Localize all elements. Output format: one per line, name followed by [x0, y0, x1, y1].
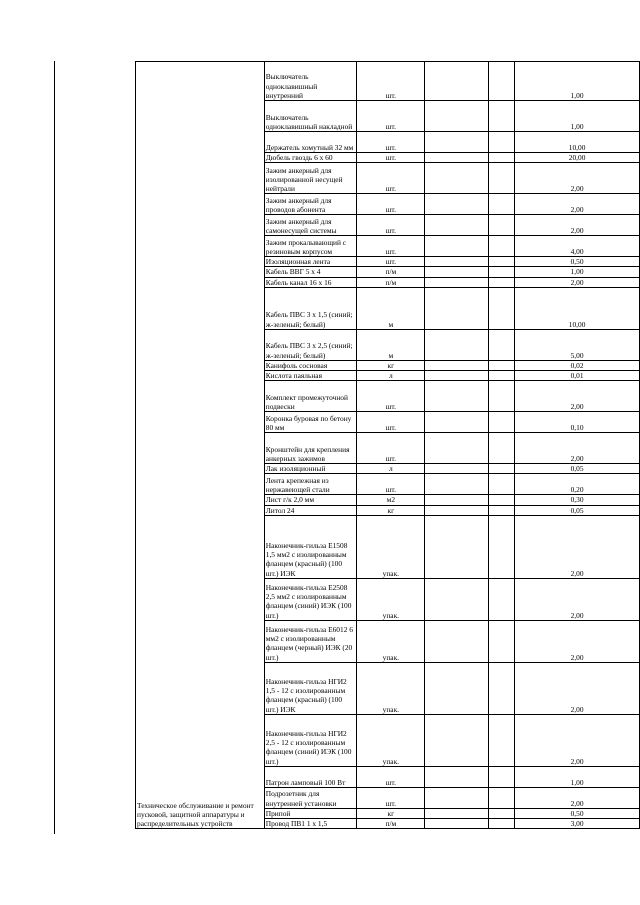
empty-cell [425, 215, 488, 236]
empty-cell [425, 819, 488, 829]
empty-cell [425, 132, 488, 153]
unit-cell: упак. [357, 714, 425, 766]
unit-cell: шт. [357, 215, 425, 236]
unit-cell: упак. [357, 578, 425, 620]
material-name: Кабель ПВС 3 х 1,5 (синий; ж-зеленый; белый) [264, 287, 357, 329]
empty-cell [425, 787, 488, 808]
empty-cell [488, 360, 515, 370]
material-name: Дюбель гвоздь 6 х 60 [264, 153, 357, 163]
empty-cell [488, 62, 515, 101]
material-name: Кабель канал 16 х 16 [264, 277, 357, 287]
materials-table [135, 61, 640, 829]
material-name: Коронка буровая по бетону 80 мм [264, 412, 357, 433]
empty-cell [488, 515, 515, 578]
unit-cell: шт. [357, 787, 425, 808]
unit-cell: упак. [357, 515, 425, 578]
unit-cell: м [357, 287, 425, 329]
empty-cell [488, 495, 515, 505]
empty-cell [425, 662, 488, 714]
material-name: Выключатель одноклавишный внутренний [264, 62, 357, 101]
empty-cell [425, 236, 488, 257]
empty-cell [425, 412, 488, 433]
empty-cell [488, 381, 515, 412]
unit-cell: п/м [357, 277, 425, 287]
empty-cell [488, 433, 515, 464]
material-name: Наконечник-гильза НГИ2 1,5 - 12 с изолированным фланцем (красный) (100 шт.) ИЭК [264, 662, 357, 714]
material-name: Держатель хомутный 32 мм [264, 132, 357, 153]
material-name: Изоляционная лента [264, 257, 357, 267]
empty-cell [488, 578, 515, 620]
empty-cell [425, 381, 488, 412]
unit-cell: упак. [357, 662, 425, 714]
empty-cell [425, 101, 488, 132]
material-name: Зажим анкерный для проводов абонента [264, 194, 357, 215]
empty-cell [425, 714, 488, 766]
material-name: Кабель ПВС 3 х 2,5 (синий; ж-зеленый; белый) [264, 329, 357, 360]
quantity-cell: 1,00 [515, 62, 640, 101]
material-name: Зажим анкерный для самонесущей системы [264, 215, 357, 236]
material-name: Выключатель одноклавишный накладной [264, 101, 357, 132]
quantity-cell: 1,00 [515, 101, 640, 132]
unit-cell: шт. [357, 412, 425, 433]
unit-cell: шт. [357, 163, 425, 194]
empty-cell [425, 267, 488, 277]
unit-cell: м [357, 329, 425, 360]
unit-cell: шт. [357, 101, 425, 132]
empty-cell [488, 132, 515, 153]
empty-cell [425, 464, 488, 474]
material-name: Лист г/к 2,0 мм [264, 495, 357, 505]
quantity-cell: 0,01 [515, 371, 640, 381]
unit-cell: л [357, 371, 425, 381]
quantity-cell: 0,02 [515, 360, 640, 370]
empty-cell [488, 101, 515, 132]
empty-cell [488, 505, 515, 515]
quantity-cell: 10,00 [515, 132, 640, 153]
material-name: Наконечник-гильза Е6012 6 мм2 с изолированным фланцем (черный) ИЭК (20 шт.) [264, 620, 357, 662]
empty-cell [425, 474, 488, 495]
quantity-cell: 2,00 [515, 215, 640, 236]
empty-cell [488, 257, 515, 267]
quantity-cell: 2,00 [515, 515, 640, 578]
empty-cell [425, 433, 488, 464]
unit-cell: шт. [357, 381, 425, 412]
quantity-cell: 3,00 [515, 819, 640, 829]
material-name: Провод ПВ1 1 х 1,5 [264, 819, 357, 829]
quantity-cell: 2,00 [515, 381, 640, 412]
quantity-cell: 2,00 [515, 433, 640, 464]
quantity-cell: 1,00 [515, 267, 640, 277]
material-name: Наконечник-гильза Е2508 2,5 мм2 с изолированным фланцем (синий) ИЭК (100 шт.) [264, 578, 357, 620]
material-name: Кабель ВВГ 5 х 4 [264, 267, 357, 277]
unit-cell: шт. [357, 62, 425, 101]
empty-cell [425, 505, 488, 515]
empty-cell [488, 163, 515, 194]
empty-cell [425, 153, 488, 163]
material-name: Лак изоляционный [264, 464, 357, 474]
unit-cell: кг [357, 808, 425, 818]
empty-cell [488, 819, 515, 829]
empty-cell [488, 787, 515, 808]
material-name: Литол 24 [264, 505, 357, 515]
empty-cell [488, 236, 515, 257]
quantity-cell: 0,50 [515, 257, 640, 267]
quantity-cell: 5,00 [515, 329, 640, 360]
quantity-cell: 1,00 [515, 766, 640, 787]
work-title: Техническое обслуживание и ремонт пусковой, защитной аппаратуры и распределительных устройств [136, 62, 265, 829]
unit-cell: шт. [357, 132, 425, 153]
empty-cell [488, 215, 515, 236]
quantity-cell: 0,05 [515, 505, 640, 515]
left-margin-line [54, 61, 55, 834]
quantity-cell: 0,10 [515, 412, 640, 433]
quantity-cell: 2,00 [515, 194, 640, 215]
material-name: Припой [264, 808, 357, 818]
material-name: Кислота паяльная [264, 371, 357, 381]
empty-cell [425, 62, 488, 101]
quantity-cell: 0,05 [515, 464, 640, 474]
quantity-cell: 0,20 [515, 474, 640, 495]
empty-cell [425, 163, 488, 194]
quantity-cell: 10,00 [515, 287, 640, 329]
unit-cell: шт. [357, 153, 425, 163]
material-name: Патрон ламповый 100 Вт [264, 766, 357, 787]
unit-cell: кг [357, 505, 425, 515]
unit-cell: шт. [357, 236, 425, 257]
material-name: Наконечник-гильза НГИ2 2,5 - 12 с изолированным фланцем (синий) ИЭК (100 шт.) [264, 714, 357, 766]
unit-cell: л [357, 464, 425, 474]
material-name: Кронштейн для крепления анкерных зажимов [264, 433, 357, 464]
unit-cell: м2 [357, 495, 425, 505]
unit-cell: шт. [357, 194, 425, 215]
empty-cell [488, 464, 515, 474]
empty-cell [488, 329, 515, 360]
empty-cell [425, 287, 488, 329]
empty-cell [488, 662, 515, 714]
material-name: Комплект промежуточной подвески [264, 381, 357, 412]
quantity-cell: 0,50 [515, 808, 640, 818]
empty-cell [425, 495, 488, 505]
empty-cell [488, 412, 515, 433]
unit-cell: шт. [357, 433, 425, 464]
material-name: Канифоль сосновая [264, 360, 357, 370]
quantity-cell: 2,00 [515, 662, 640, 714]
empty-cell [488, 267, 515, 277]
empty-cell [488, 766, 515, 787]
material-name: Наконечник-гильза Е1508 1,5 мм2 с изолированным фланцем (красный) (100 шт.) ИЭК [264, 515, 357, 578]
unit-cell: шт. [357, 766, 425, 787]
empty-cell [488, 287, 515, 329]
table-row [136, 62, 640, 101]
material-name: Зажим анкерный для изолированной несущей нейтрали [264, 163, 357, 194]
unit-cell: кг [357, 360, 425, 370]
empty-cell [488, 153, 515, 163]
quantity-cell: 4,00 [515, 236, 640, 257]
empty-cell [488, 714, 515, 766]
quantity-cell: 20,00 [515, 153, 640, 163]
empty-cell [425, 371, 488, 381]
material-name: Лента крепежная из нержавеющей стали [264, 474, 357, 495]
empty-cell [488, 371, 515, 381]
empty-cell [425, 766, 488, 787]
unit-cell: упак. [357, 620, 425, 662]
empty-cell [425, 360, 488, 370]
empty-cell [425, 194, 488, 215]
empty-cell [425, 578, 488, 620]
quantity-cell: 2,00 [515, 163, 640, 194]
empty-cell [488, 194, 515, 215]
quantity-cell: 2,00 [515, 578, 640, 620]
empty-cell [425, 277, 488, 287]
empty-cell [488, 474, 515, 495]
material-name: Подрозетник для внутренней установки [264, 787, 357, 808]
empty-cell [488, 277, 515, 287]
empty-cell [425, 257, 488, 267]
empty-cell [425, 515, 488, 578]
empty-cell [425, 808, 488, 818]
unit-cell: п/м [357, 819, 425, 829]
quantity-cell: 2,00 [515, 714, 640, 766]
quantity-cell: 2,00 [515, 787, 640, 808]
quantity-cell: 2,00 [515, 277, 640, 287]
empty-cell [425, 620, 488, 662]
unit-cell: шт. [357, 474, 425, 495]
material-name: Зажим прокалывающий с резиновым корпусом [264, 236, 357, 257]
empty-cell [488, 620, 515, 662]
empty-cell [488, 808, 515, 818]
quantity-cell: 0,30 [515, 495, 640, 505]
quantity-cell: 2,00 [515, 620, 640, 662]
empty-cell [425, 329, 488, 360]
unit-cell: п/м [357, 267, 425, 277]
unit-cell: шт. [357, 257, 425, 267]
